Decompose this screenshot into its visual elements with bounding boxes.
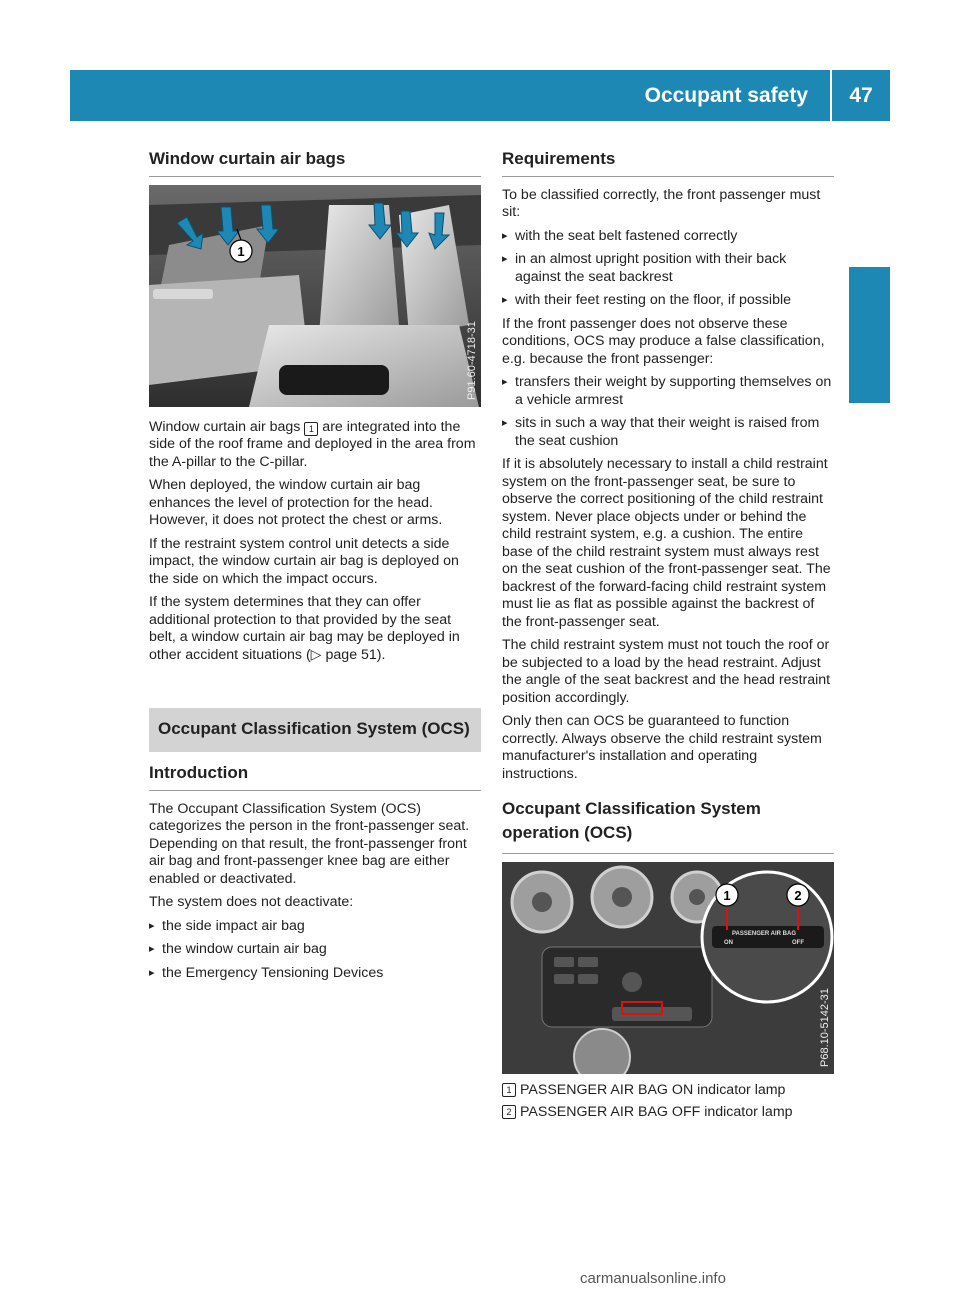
- list-item: ▸ sits in such a way that their weight is raised from the seat cushion: [502, 415, 834, 450]
- dashboard-photo: [502, 862, 834, 1074]
- header-bar: [70, 70, 890, 121]
- paragraph-additional-protection: If the system determines that they can offer additional protection to that provided by the seat belt, a window curtain air bag may be deployed in other accident situations (▷ page 51).: [149, 594, 460, 663]
- paragraph-curtain-intro: Window curtain air bags 1 are integrated into the side of the roof frame and deployed in the area from the A-pillar to the C-pillar.: [149, 418, 476, 470]
- ref-text: PASSENGER AIR BAG OFF indicator lamp: [520, 1103, 793, 1120]
- paragraph-child-restraint: If it is absolutely necessary to install a child restraint system on the front-passenger seat, be sure to observe the correct positioning of the child restraint system. Never place objects under or behind the child restraint system, e.g. a cushion. The entire base of the child restraint system must always rest on the seat cushion of the front-passenger seat. The backrest of the forward-facing child restraint system must lie as flat as possible against the backrest of the front-passenger seat.: [502, 456, 831, 630]
- side-tab-label: Safety: [856, 318, 883, 392]
- callout-1: 1: [237, 243, 245, 259]
- interior-photo: [149, 185, 481, 407]
- ref-text: PASSENGER AIR BAG ON indicator lamp: [520, 1082, 786, 1098]
- paragraph-not-deactivate: The system does not deactivate:: [149, 894, 354, 910]
- paragraph-ocs-intro: The Occupant Classification System (OCS) categorizes the person in the front-passenger seat. Depending on that result, the front-passenger front air bag and front-passenger knee bag are either enabled or deactivated.: [149, 800, 470, 887]
- photo-code: P68.10-5142-31: [819, 988, 831, 1067]
- list-item: ▸ with their feet resting on the floor, if possible: [502, 292, 834, 310]
- photo-code: P91.60-4718-31: [466, 320, 478, 400]
- list-item: ▸ the window curtain air bag: [149, 941, 481, 959]
- heading-introduction: Introduction: [149, 764, 481, 791]
- left-column: [149, 150, 481, 982]
- ref-number: 1: [502, 1083, 516, 1097]
- ref-item-1: [502, 1082, 834, 1100]
- indicator-off: OFF: [792, 940, 804, 946]
- page-number: 47: [849, 84, 873, 107]
- list-item: ▸ in an almost upright position with their back against the seat backrest: [502, 251, 834, 286]
- heading-window-curtain-air-bags: Window curtain air bags: [149, 150, 481, 177]
- paragraph-roof-contact: The child restraint system must not touch the roof or be subjected to a load by the head restraint. Adjust the angle of the seat backrest and the head restraint position accordingly.: [502, 637, 831, 706]
- ref-number: 2: [502, 1105, 516, 1119]
- section-title-ocs: Occupant Classification System (OCS): [149, 708, 481, 752]
- heading-requirements: Requirements: [502, 150, 834, 177]
- header-title: Occupant safety: [644, 84, 808, 107]
- paragraph-false-classification: If the front passenger does not observe these conditions, OCS may produce a false classification, e.g. because the front passenger:: [502, 315, 825, 367]
- watermark: carmanualsonline.info: [580, 1270, 726, 1287]
- car-interior-illustration: [149, 185, 481, 407]
- inline-ref-1: 1: [304, 422, 318, 436]
- heading-ocs-operation: Occupant Classification System operation (OCS): [502, 797, 834, 854]
- list-not-deactivated: [149, 918, 481, 983]
- callout-1: 1: [723, 888, 731, 903]
- list-item: ▸ the Emergency Tensioning Devices: [149, 965, 481, 983]
- right-column: [502, 150, 834, 1121]
- list-item: ▸ the side impact air bag: [149, 918, 481, 936]
- paragraph-classified: To be classified correctly, the front passenger must sit:: [502, 186, 821, 220]
- callout-2: 2: [794, 888, 802, 903]
- list-item: ▸ with the seat belt fastened correctly: [502, 228, 834, 246]
- list-item: ▸ transfers their weight by supporting themselves on a vehicle armrest: [502, 374, 834, 409]
- paragraph-deployed: When deployed, the window curtain air bag enhances the level of protection for the head. However, it does not protect the chest or arms.: [149, 477, 443, 528]
- ref-item-2: [502, 1104, 834, 1122]
- panel-label: PASSENGER AIR BAG: [731, 931, 797, 937]
- list-sitting-requirements: [502, 228, 834, 310]
- paragraph-side-impact: If the restraint system control unit detects a side impact, the window curtain air bag is deployed on the side on which the impact occurs.: [149, 535, 459, 587]
- list-false-reasons: [502, 374, 834, 450]
- indicator-on: ON: [724, 940, 733, 946]
- dashboard-illustration: [502, 862, 834, 1074]
- paragraph-guarantee: Only then can OCS be guaranteed to function correctly. Always observe the child restraint system manufacturer's installation and operating instructions.: [502, 713, 822, 782]
